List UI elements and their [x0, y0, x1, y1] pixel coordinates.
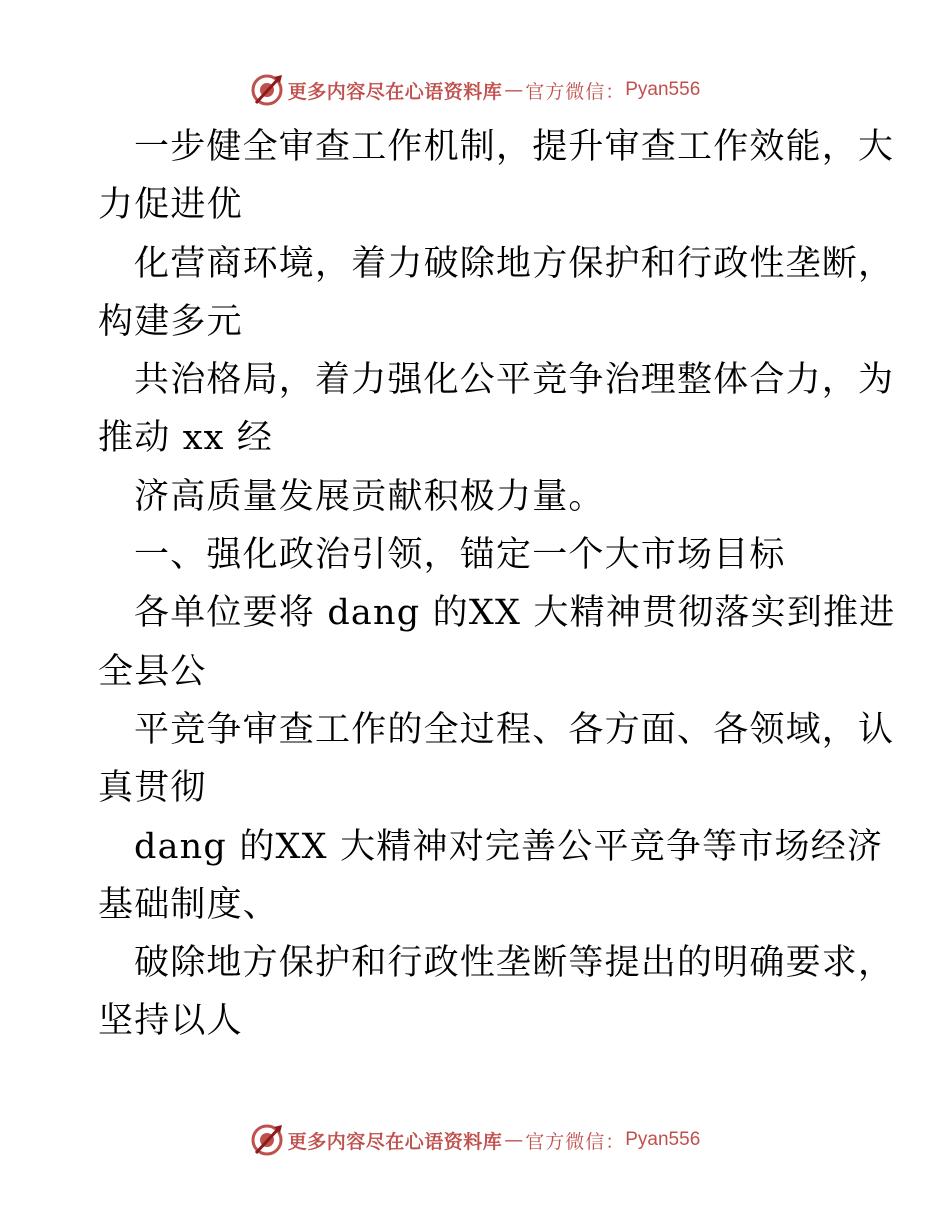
body-line: 坚持以人: [98, 1001, 243, 1042]
body-line: 构建多元: [98, 301, 243, 342]
watermark-wechat-id: Pyan556: [625, 79, 701, 100]
watermark-wechat-id: Pyan556: [625, 1129, 701, 1150]
body-line: dang 的XX 大精神对完善公平竞争等市场经济: [134, 826, 884, 867]
body-line: 基础制度、: [98, 884, 280, 925]
body-line: 各单位要将 dang 的XX 大精神贯彻落实到推进: [134, 593, 896, 634]
watermark-label: 官方微信：: [525, 1130, 626, 1153]
body-line: 推动 xx 经: [98, 418, 274, 459]
body-line: 平竞争审查工作的全过程、各方面、各领域，认: [134, 709, 895, 750]
body-line: 共治格局，着力强化公平竞争治理整体合力，为: [134, 360, 895, 401]
watermark-brand: 更多内容尽在心语资料库: [287, 1130, 503, 1153]
body-line: 济高质量发展贡献积极力量。: [134, 476, 605, 517]
body-line: 真贯彻: [98, 768, 207, 809]
watermark-brand: 更多内容尽在心语资料库: [287, 80, 503, 103]
body-line: 破除地方保护和行政性垄断等提出的明确要求，: [134, 943, 895, 984]
section-heading: 一、强化政治引领，锚定一个大市场目标: [134, 535, 786, 576]
body-line: 全县公: [98, 651, 207, 692]
watermark-label: 官方微信：: [525, 80, 626, 103]
body-line: 一步健全审查工作机制，提升审查工作效能，大: [134, 127, 895, 167]
watermark-dash: —: [504, 1129, 524, 1151]
quill-logo-icon: [250, 1123, 284, 1157]
body-line: 力促进优: [98, 185, 243, 226]
quill-logo-icon: [250, 73, 284, 107]
watermark-dash: —: [504, 79, 524, 101]
footer-watermark: [0, 1120, 950, 1160]
document-body: [98, 118, 896, 1051]
header-watermark: [0, 70, 950, 110]
body-line: 化营商环境，着力破除地方保护和行政性垄断，: [134, 243, 895, 284]
